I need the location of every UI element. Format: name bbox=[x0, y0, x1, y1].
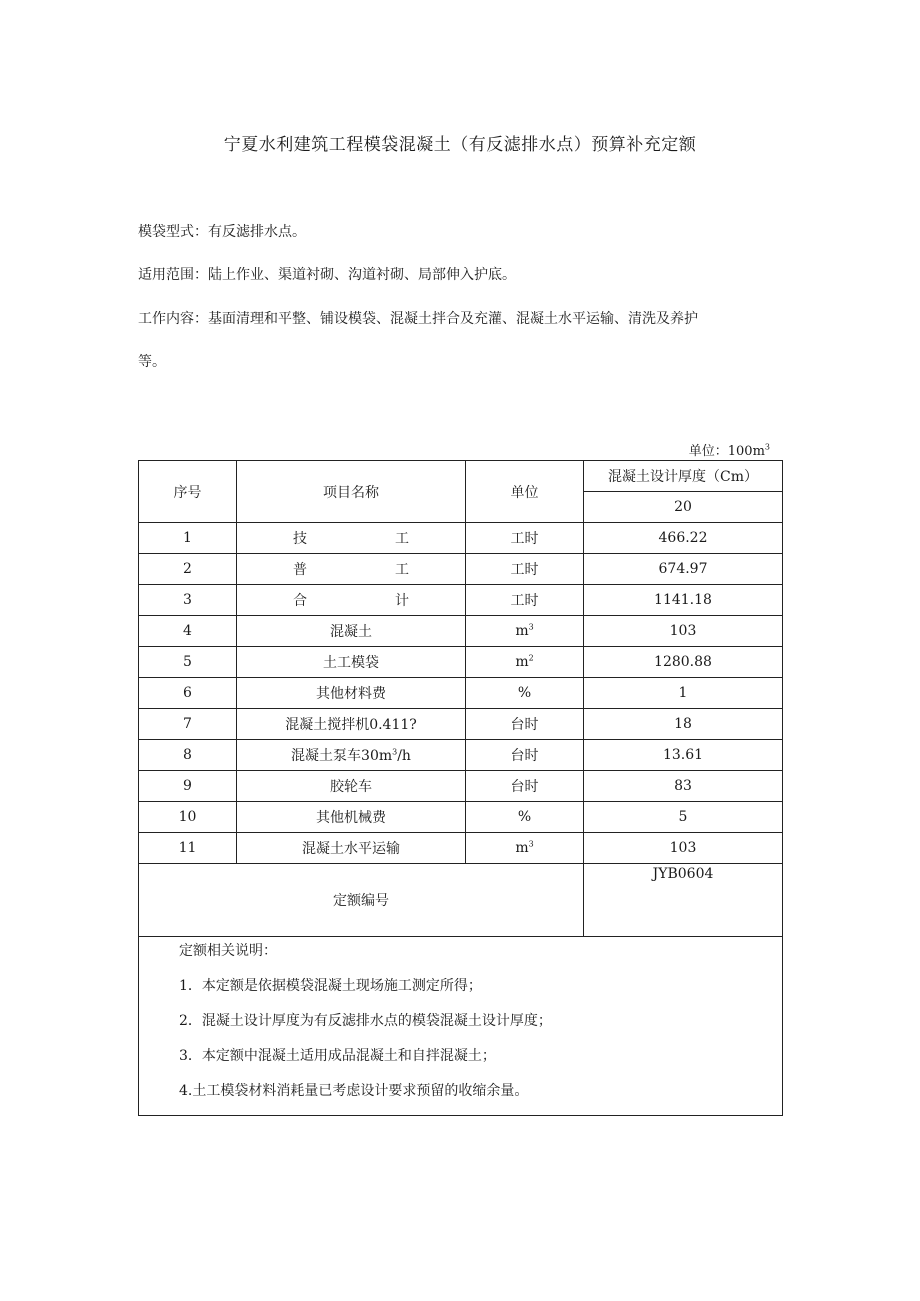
bag-type-line: 模袋型式：有反滤排水点。 bbox=[138, 224, 306, 240]
row-name: 技 工 bbox=[237, 523, 466, 554]
table-row bbox=[139, 523, 783, 554]
row-name: 普 工 bbox=[237, 554, 466, 585]
row-unit: 台时 bbox=[466, 771, 584, 802]
note-item: 4.土工模袋材料消耗量已考虑设计要求预留的收缩余量。 bbox=[179, 1083, 529, 1099]
row-seq: 11 bbox=[139, 833, 237, 864]
row-value: 1 bbox=[584, 678, 783, 709]
row-seq: 2 bbox=[139, 554, 237, 585]
row-name: 土工模袋 bbox=[237, 647, 466, 678]
row-value: 83 bbox=[584, 771, 783, 802]
notes-section bbox=[139, 937, 783, 1116]
row-name: 其他材料费 bbox=[237, 678, 466, 709]
table-row bbox=[139, 771, 783, 802]
row-value: 18 bbox=[584, 709, 783, 740]
table-row bbox=[139, 833, 783, 864]
notes-heading: 定额相关说明： bbox=[179, 943, 277, 959]
notes-row bbox=[139, 937, 783, 1116]
header-thickness: 混凝土设计厚度（Cm） bbox=[584, 461, 783, 492]
row-unit: 工时 bbox=[466, 554, 584, 585]
row-value: 674.97 bbox=[584, 554, 783, 585]
row-unit: % bbox=[466, 678, 584, 709]
work-content-line-cont: 等。 bbox=[138, 354, 166, 370]
row-value: 13.61 bbox=[584, 740, 783, 771]
quota-table bbox=[138, 460, 783, 1116]
table-row bbox=[139, 647, 783, 678]
row-name: 胶轮车 bbox=[237, 771, 466, 802]
row-name: 混凝土 bbox=[237, 616, 466, 647]
row-seq: 6 bbox=[139, 678, 237, 709]
header-name: 项目名称 bbox=[237, 461, 466, 523]
quota-code-value: JYB0604 bbox=[584, 864, 783, 937]
row-seq: 7 bbox=[139, 709, 237, 740]
row-seq: 9 bbox=[139, 771, 237, 802]
row-seq: 4 bbox=[139, 616, 237, 647]
note-item: 1．本定额是依据模袋混凝土现场施工测定所得； bbox=[179, 978, 482, 994]
table-row bbox=[139, 616, 783, 647]
row-unit: $m^3$ bbox=[466, 833, 584, 864]
row-value: 1141.18 bbox=[584, 585, 783, 616]
row-unit: 台时 bbox=[466, 740, 584, 771]
row-seq: 8 bbox=[139, 740, 237, 771]
row-unit: $m^2$ bbox=[466, 647, 584, 678]
row-unit: % bbox=[466, 802, 584, 833]
table-row bbox=[139, 802, 783, 833]
header-row bbox=[139, 461, 783, 492]
row-value: 466.22 bbox=[584, 523, 783, 554]
row-seq: 5 bbox=[139, 647, 237, 678]
row-value: 5 bbox=[584, 802, 783, 833]
table-row bbox=[139, 678, 783, 709]
row-name: 其他机械费 bbox=[237, 802, 466, 833]
row-seq: 10 bbox=[139, 802, 237, 833]
row-name: 混凝土搅拌机0.411? bbox=[237, 709, 466, 740]
row-seq: 1 bbox=[139, 523, 237, 554]
header-thickness-value: 20 bbox=[584, 492, 783, 523]
quota-code-row bbox=[139, 864, 783, 937]
row-unit: 工时 bbox=[466, 523, 584, 554]
table-row bbox=[139, 709, 783, 740]
row-name: 合 计 bbox=[237, 585, 466, 616]
table-row bbox=[139, 585, 783, 616]
note-item: 3．本定额中混凝土适用成品混凝土和自拌混凝土； bbox=[179, 1048, 496, 1064]
header-seq: 序号 bbox=[139, 461, 237, 523]
row-value: 103 bbox=[584, 616, 783, 647]
note-item: 2．混凝土设计厚度为有反滤排水点的模袋混凝土设计厚度； bbox=[179, 1013, 552, 1029]
quota-code-label: 定额编号 bbox=[139, 864, 584, 937]
row-value: 1280.88 bbox=[584, 647, 783, 678]
table-row bbox=[139, 740, 783, 771]
row-unit: $m^3$ bbox=[466, 616, 584, 647]
row-name: 混凝土泵车$30m^3/h$ bbox=[237, 740, 466, 771]
row-name: 混凝土水平运输 bbox=[237, 833, 466, 864]
row-unit: 台时 bbox=[466, 709, 584, 740]
row-value: 103 bbox=[584, 833, 783, 864]
table-row bbox=[139, 554, 783, 585]
unit-label: 单位：$100m^3$ bbox=[688, 442, 770, 459]
page-title: 宁夏水利建筑工程模袋混凝土（有反滤排水点）预算补充定额 bbox=[223, 135, 697, 155]
scope-line: 适用范围：陆上作业、渠道衬砌、沟道衬砌、局部伸入护底。 bbox=[138, 267, 516, 283]
row-seq: 3 bbox=[139, 585, 237, 616]
header-unit: 单位 bbox=[466, 461, 584, 523]
work-content-line: 工作内容：基面清理和平整、铺设模袋、混凝土拌合及充灌、混凝土水平运输、清洗及养护 bbox=[138, 311, 698, 327]
row-unit: 工时 bbox=[466, 585, 584, 616]
